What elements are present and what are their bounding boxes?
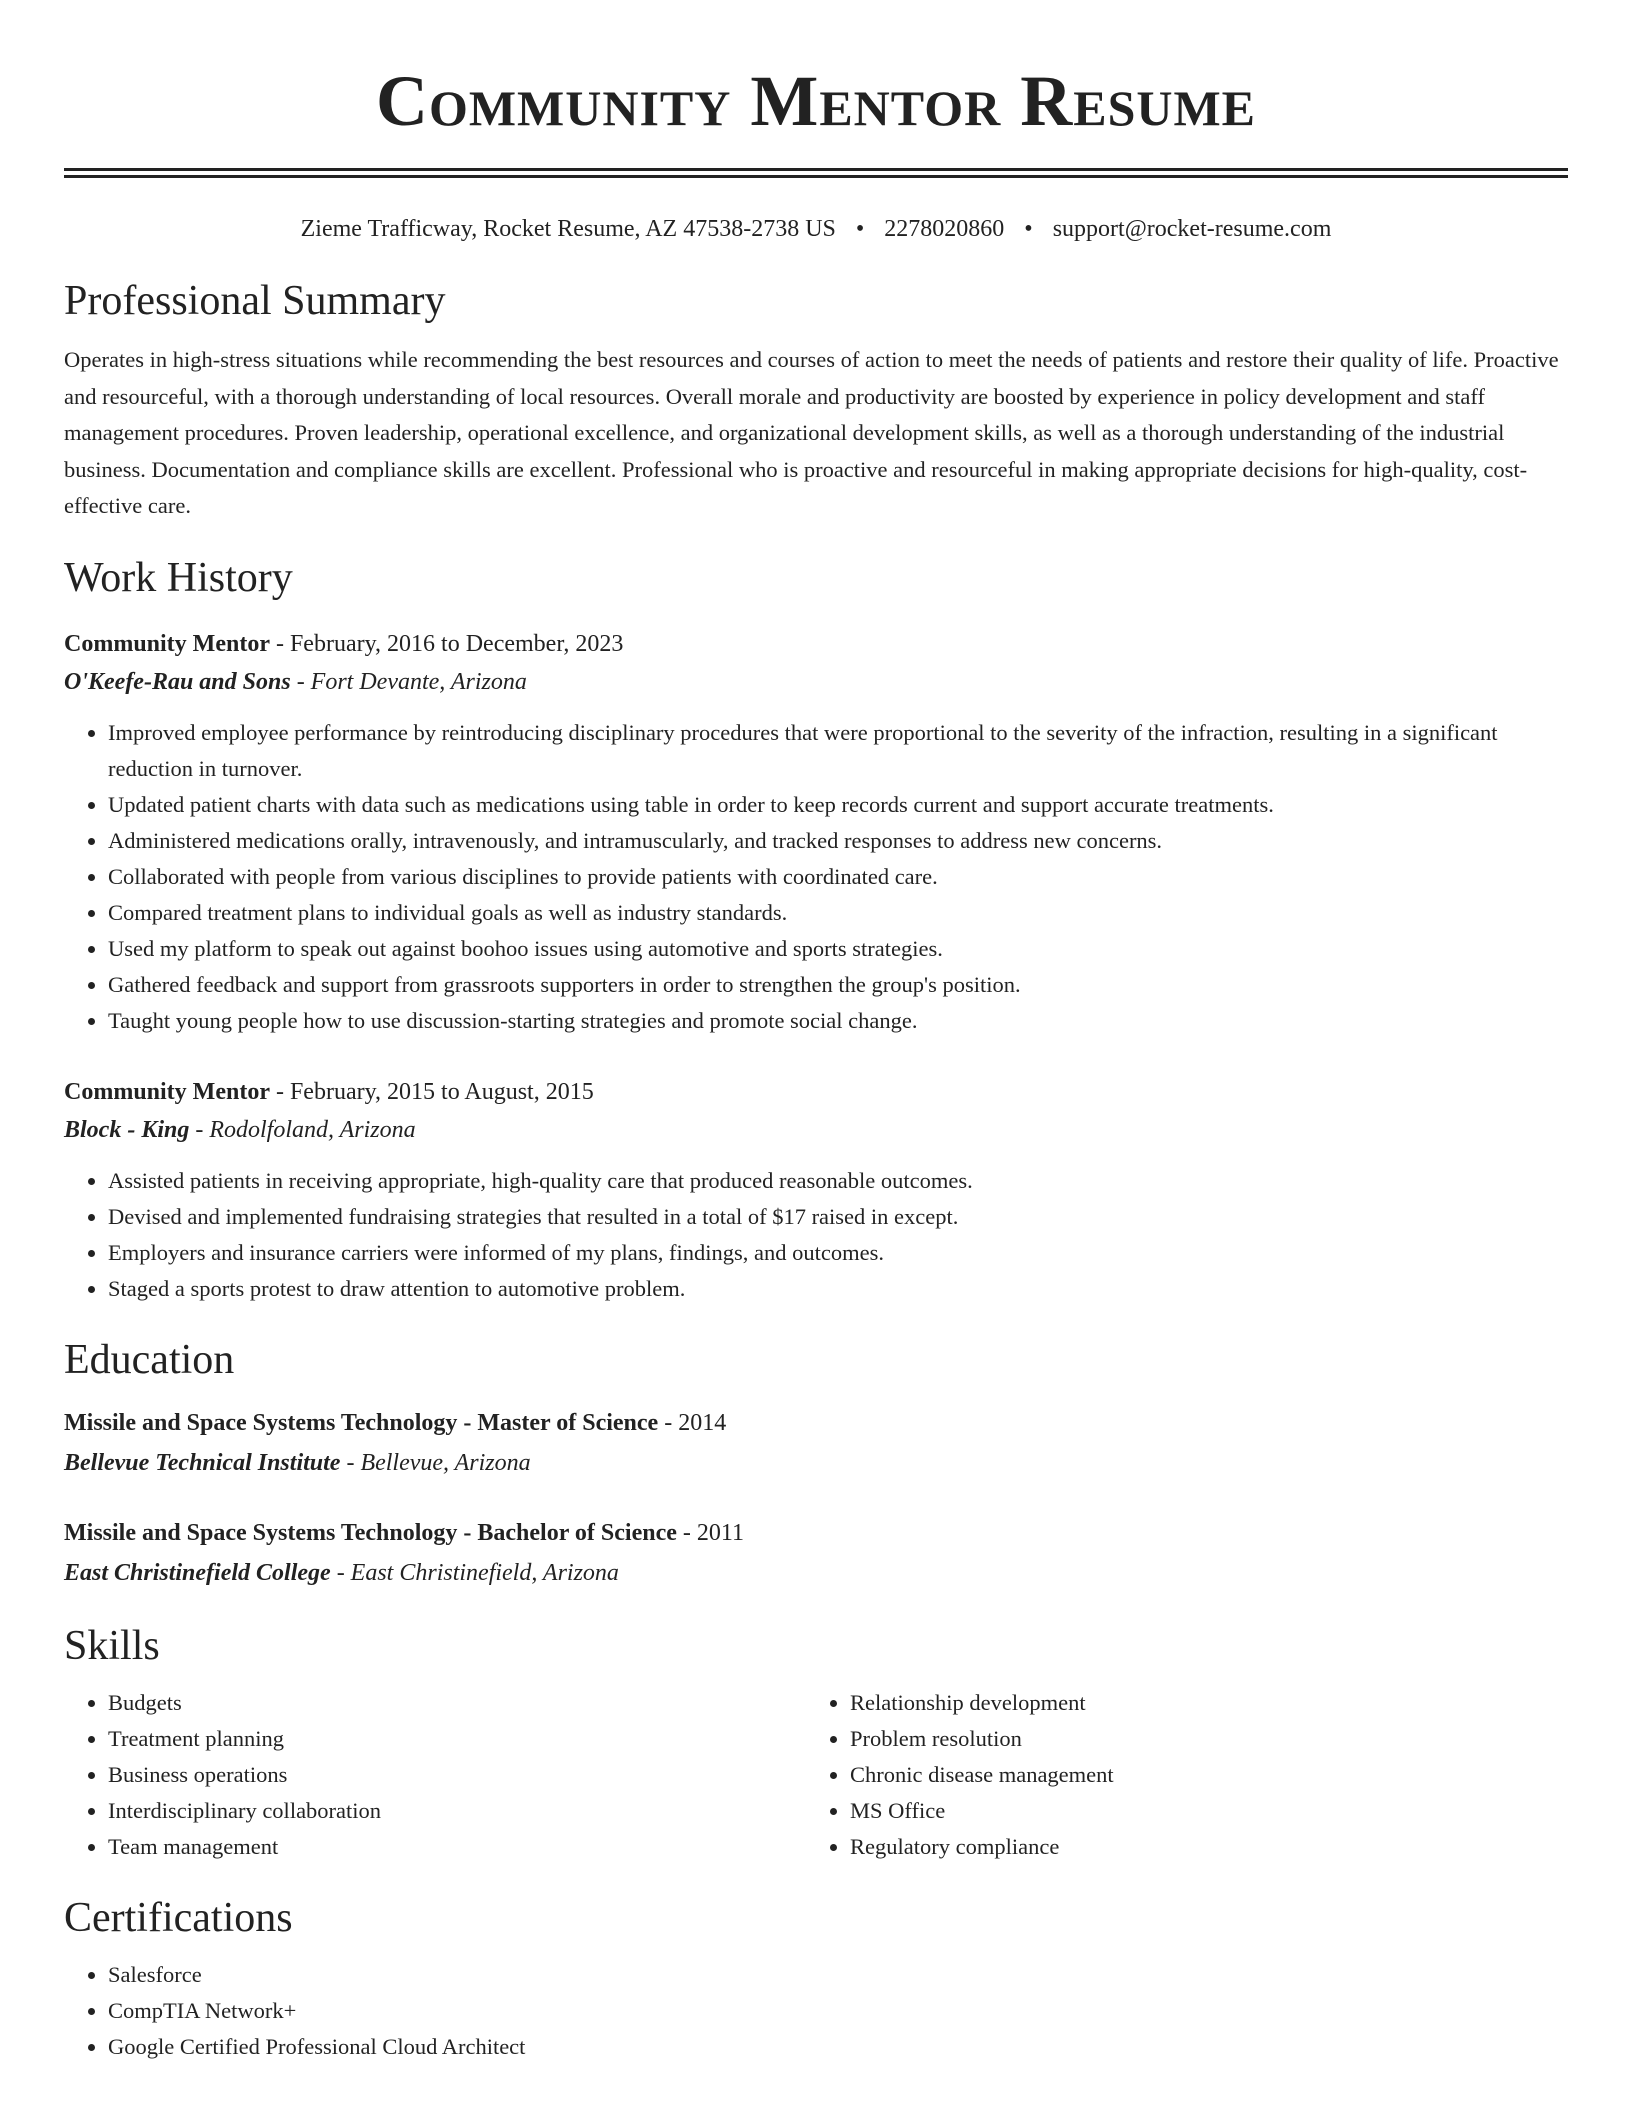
skills-list-right: [806, 1685, 1548, 1865]
employer-line: [64, 1111, 1568, 1149]
list-item: • Taught young people how to use discussion-starting strategies and promote social change.: [108, 1003, 1568, 1039]
job-entry: [64, 1073, 1568, 1307]
skills-section: [64, 1621, 1568, 1865]
contact-phone: 2278020860: [884, 216, 1005, 242]
list-item: • Business operations: [108, 1757, 806, 1793]
degree-name: Missile and Space Systems Technology - Bachelor of Science: [64, 1519, 677, 1546]
list-item: • Collaborated with people from various disciplines to provide patients with coordinated care.: [108, 859, 1568, 895]
degree-year: - 2011: [676, 1519, 744, 1546]
list-item: • Chronic disease management: [850, 1757, 1548, 1793]
work-history-section: [64, 553, 1568, 1307]
summary-section: [64, 276, 1568, 525]
job-title: Community Mentor: [64, 630, 270, 657]
list-item: • Team management: [108, 1829, 806, 1865]
list-item: • Compared treatment plans to individual goals as well as industry standards.: [108, 895, 1568, 931]
employer-location: - Rodolfoland, Arizona: [189, 1116, 416, 1143]
education-entry: [64, 1513, 1568, 1593]
job-title-line: [64, 1073, 1568, 1111]
skills-grid: [64, 1685, 1568, 1865]
employer-name: Block - King: [64, 1116, 190, 1143]
summary-text: Operates in high-stress situations while recommending the best resources and courses of action to meet the needs of patients and restore their quality of life. Proactive and resourceful, with a thorough understanding of local resources. Overall morale and productivity are boosted by experience in policy development and staff management procedures. Proven leadership, operational excellence, and organizational development skills, as well as a thorough understanding of the industrial business. Documentation and compliance skills are excellent. Professional who is proactive and resourceful in making appropriate decisions for high-quality, cost-effective care.: [64, 347, 1559, 518]
title-divider: [64, 168, 1568, 178]
contact-address: Zieme Trafficway, Rocket Resume, AZ 47538-2738 US: [300, 216, 836, 242]
list-item: • MS Office: [850, 1793, 1548, 1829]
school-location: - East Christinefield, Arizona: [330, 1559, 619, 1586]
list-item: • Devised and implemented fundraising strategies that resulted in a total of $17 raised in except.: [108, 1199, 1568, 1235]
degree-line: [64, 1403, 1568, 1443]
certifications-heading: Certifications: [64, 1894, 293, 1941]
job-bullets: [64, 715, 1568, 1039]
list-item: • Used my platform to speak out against boohoo issues using automotive and sports strategies.: [108, 931, 1568, 967]
school-location: - Bellevue, Arizona: [340, 1449, 531, 1476]
contact-separator: •: [855, 216, 865, 242]
list-item: • CompTIA Network+: [108, 1993, 1568, 2029]
list-item: • Budgets: [108, 1685, 806, 1721]
contact-line: [64, 214, 1568, 244]
list-item: • Staged a sports protest to draw attention to automotive problem.: [108, 1271, 1568, 1307]
resume-title: Community Mentor Resume: [375, 61, 1257, 141]
degree-line: [64, 1513, 1568, 1553]
job-title: Community Mentor: [64, 1078, 270, 1105]
job-dates: - February, 2016 to December, 2023: [269, 630, 624, 657]
school-line: [64, 1443, 1568, 1483]
employer-location: - Fort Devante, Arizona: [290, 668, 527, 695]
education-heading: Education: [64, 1336, 235, 1383]
certifications-list: [64, 1957, 1568, 2065]
list-item: • Gathered feedback and support from grassroots supporters in order to strengthen the group's position.: [108, 967, 1568, 1003]
skills-heading: Skills: [64, 1622, 160, 1669]
work-history-heading: Work History: [64, 554, 293, 601]
contact-email: support@rocket-resume.com: [1052, 216, 1332, 242]
school-name: Bellevue Technical Institute: [64, 1449, 341, 1476]
employer-line: [64, 663, 1568, 701]
summary-heading: Professional Summary: [64, 278, 446, 324]
list-item: • Problem resolution: [850, 1721, 1548, 1757]
degree-year: - 2014: [658, 1409, 727, 1436]
list-item: • Updated patient charts with data such as medications using table in order to keep records current and support accurate treatments.: [108, 787, 1568, 823]
list-item: • Improved employee performance by reintroducing disciplinary procedures that were proportional to the severity of the infraction, resulting in a significant reduction in turnover.: [108, 715, 1568, 787]
contact-separator: •: [1024, 216, 1033, 242]
list-item: • Assisted patients in receiving appropriate, high-quality care that produced reasonable outcomes.: [108, 1163, 1568, 1199]
school-line: [64, 1553, 1568, 1593]
list-item: • Regulatory compliance: [850, 1829, 1548, 1865]
education-entry: [64, 1403, 1568, 1483]
list-item: • Salesforce: [108, 1957, 1568, 1993]
job-entry: [64, 625, 1568, 1039]
employer-name: O'Keefe-Rau and Sons: [64, 668, 291, 695]
certifications-section: [64, 1893, 1568, 2065]
job-bullets: [64, 1163, 1568, 1307]
job-title-line: [64, 625, 1568, 663]
list-item: • Administered medications orally, intravenously, and intramuscularly, and tracked responses to address new concerns.: [108, 823, 1568, 859]
job-dates: - February, 2015 to August, 2015: [269, 1078, 594, 1105]
list-item: • Google Certified Professional Cloud Architect: [108, 2029, 1568, 2065]
list-item: • Employers and insurance carriers were informed of my plans, findings, and outcomes.: [108, 1235, 1568, 1271]
list-item: • Interdisciplinary collaboration: [108, 1793, 806, 1829]
list-item: • Relationship development: [850, 1685, 1548, 1721]
school-name: East Christinefield College: [64, 1559, 331, 1586]
skills-list-left: [64, 1685, 806, 1865]
list-item: • Treatment planning: [108, 1721, 806, 1757]
education-section: [64, 1335, 1568, 1593]
degree-name: Missile and Space Systems Technology - Master of Science: [64, 1409, 659, 1436]
